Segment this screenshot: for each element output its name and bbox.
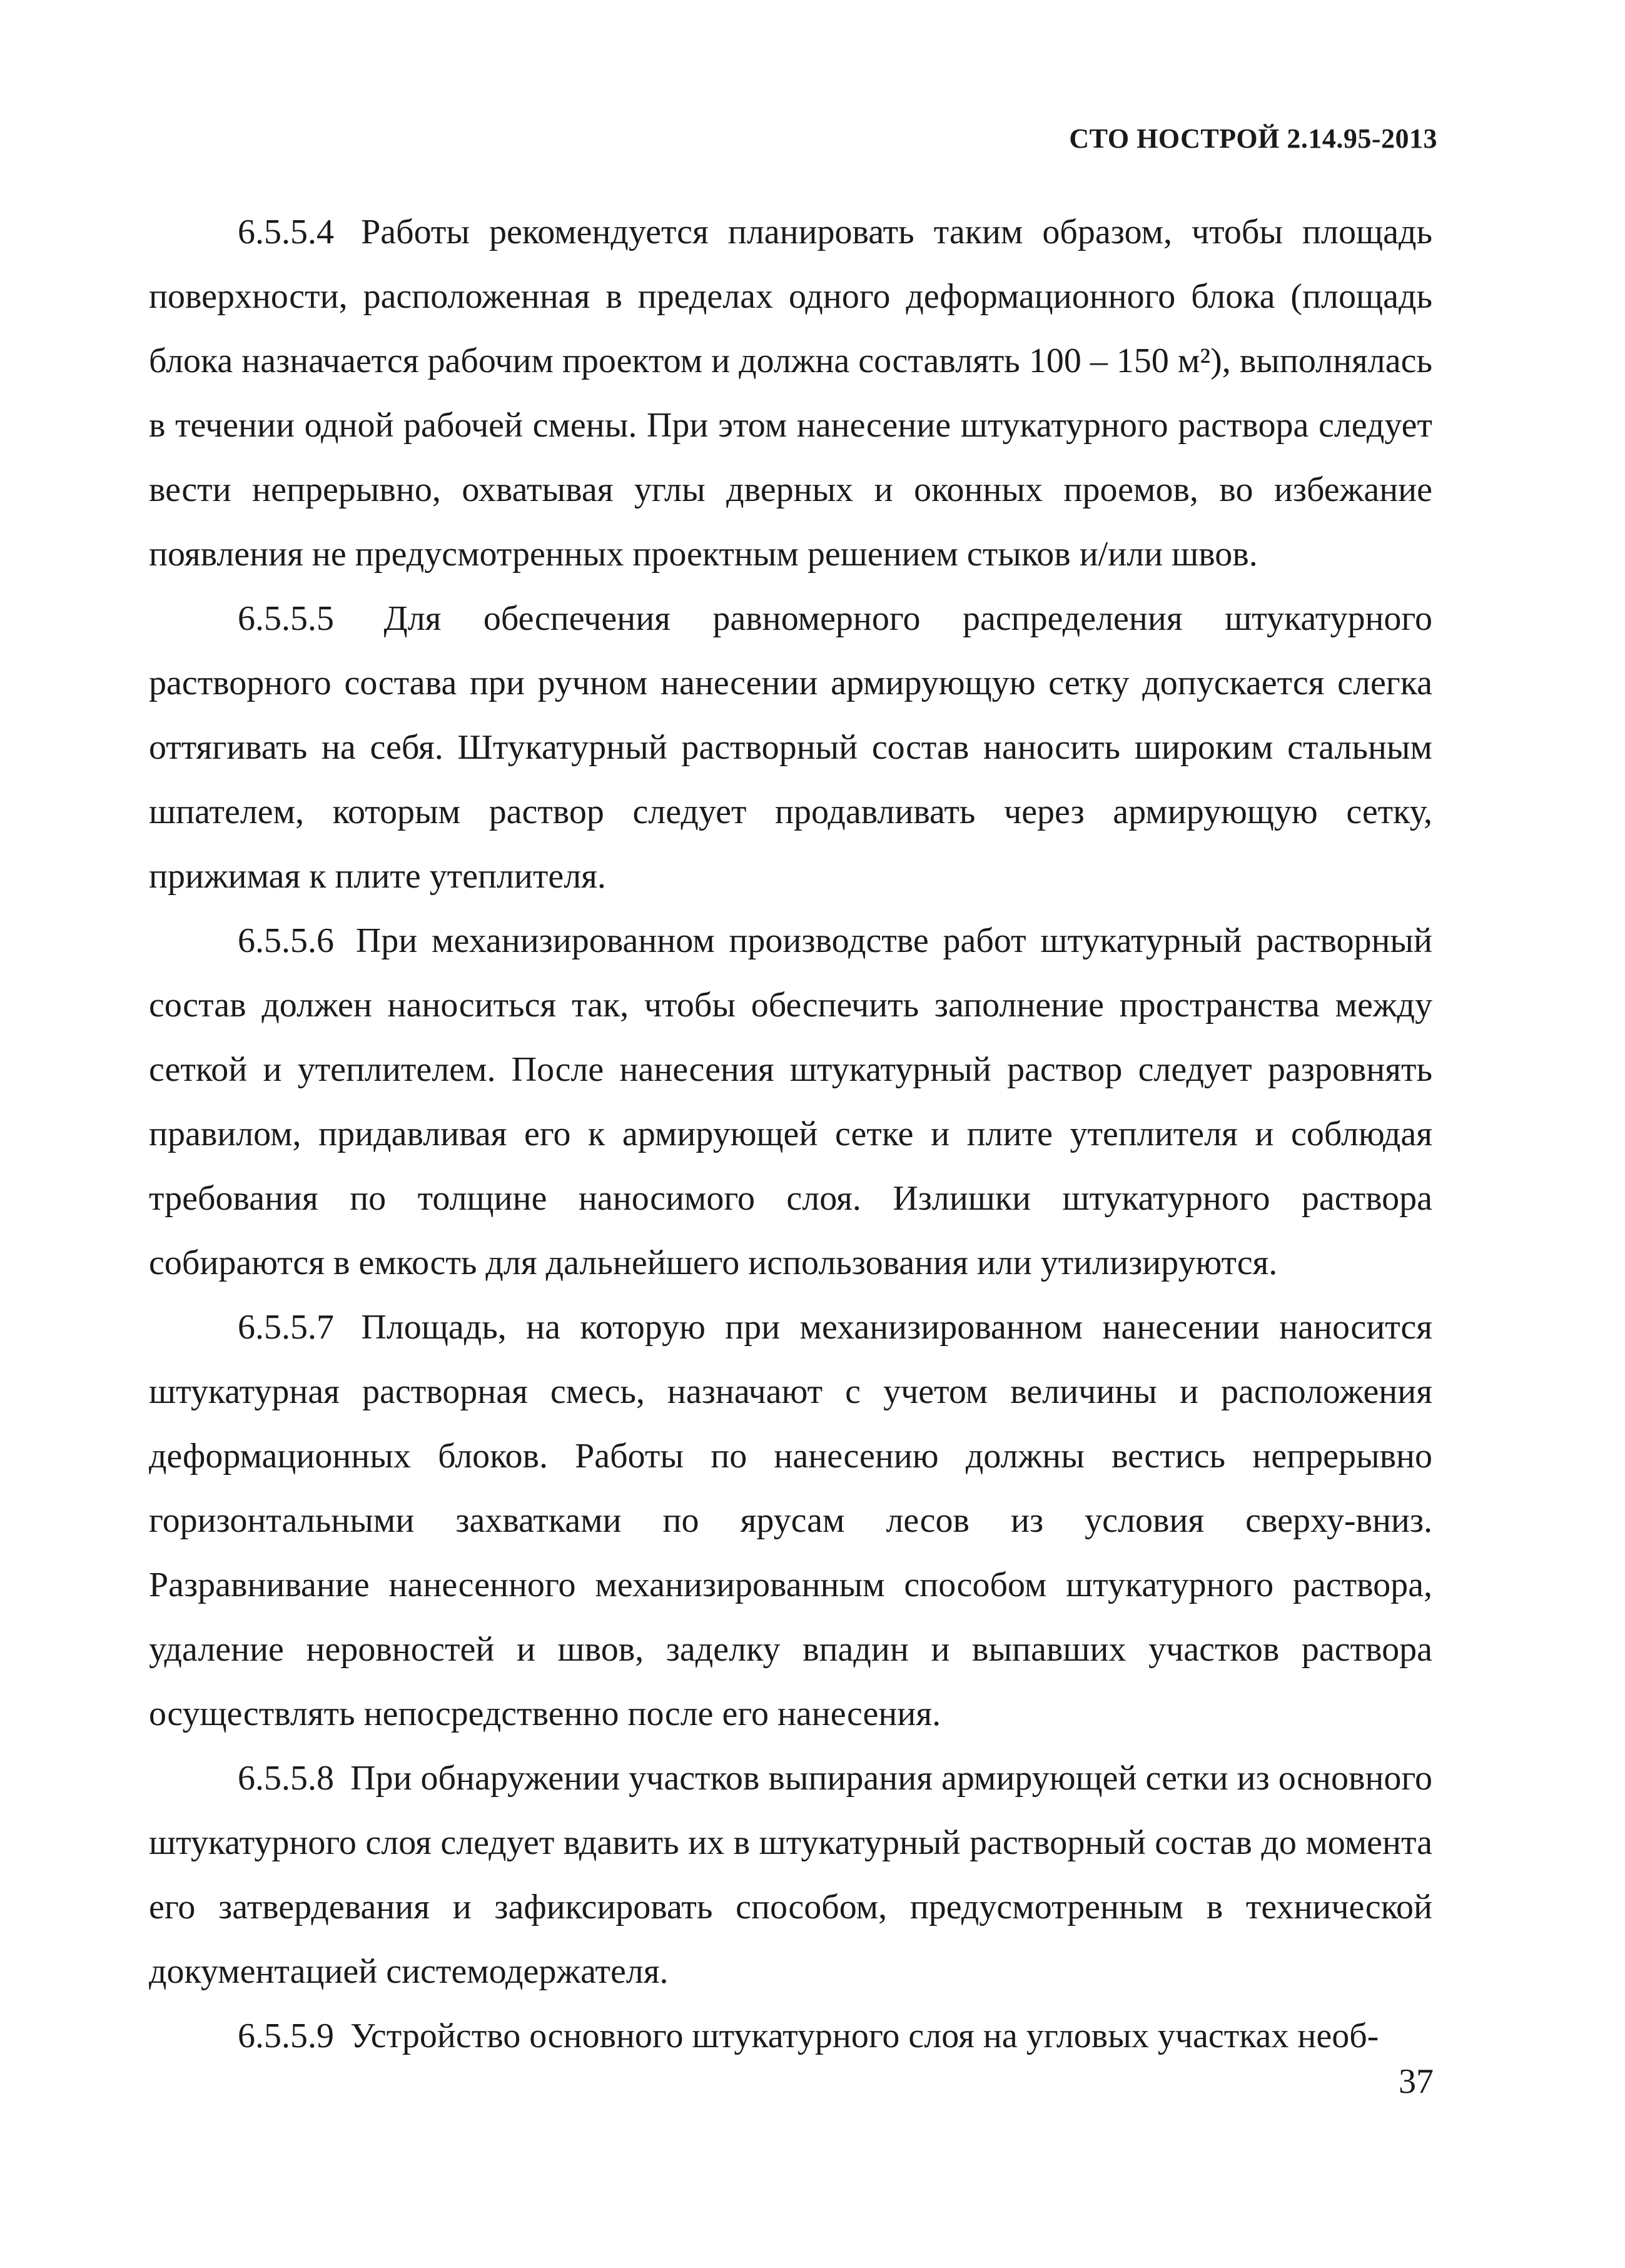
paragraph-6-5-5-5 — [149, 587, 1432, 909]
paragraph-text: При механизированном производстве работ штукатурный растворный состав должен наноситься так, чтобы обеспечить заполнение пространства между сеткой и утеплителем. После нанесения штукатурный раствор следует разровнять правилом, придавливая его к армирующей сетке и плите утеплителя и соблюдая требования по толщине наносимого слоя. Излишки штукатурного раствора собираются в емкость для дальнейшего использования или утилизируются. — [149, 921, 1433, 1282]
paragraph-text: Работы рекомендуется планировать таким образом, чтобы площадь поверхности, расположенная в пределах одного деформационного блока (площадь блока назначается рабочим проектом и должна составлять 100 – 150 м²), выполнялась в течении одной рабочей смены. При этом нанесение штукатурного раствора следует вести непрерывно, охватывая углы дверных и оконных проемов, во избежание появления не предусмотренных проектным решением стыков и/или швов. — [149, 213, 1433, 574]
paragraph-number: 6.5.5.8 — [238, 1759, 334, 1798]
document-code-header: СТО НОСТРОЙ 2.14.95-2013 — [1069, 123, 1437, 154]
paragraph-number: 6.5.5.9 — [238, 2017, 334, 2055]
paragraph-6-5-5-9 — [149, 2004, 1432, 2068]
paragraph-number: 6.5.5.4 — [238, 213, 334, 251]
paragraph-6-5-5-4 — [149, 200, 1432, 587]
paragraph-text: При обнаружении участков выпирания армирующей сетки из основного штукатурного слоя следует вдавить их в штукатурный растворный состав до момента его затвердевания и зафиксировать способом, предусмотренным в технической документацией системодержателя. — [149, 1759, 1433, 1991]
paragraph-text: Для обеспечения равномерного распределения штукатурного растворного состава при ручном нанесении армирующую сетку допускается слегка оттягивать на себя. Штукатурный растворный состав наносить широким стальным шпателем, которым раствор следует продавливать через армирующую сетку, прижимая к плите утеплителя. — [149, 599, 1433, 896]
paragraph-6-5-5-7 — [149, 1295, 1432, 1746]
paragraph-6-5-5-6 — [149, 909, 1432, 1295]
page-number: 37 — [1399, 2062, 1434, 2101]
paragraph-6-5-5-8 — [149, 1746, 1432, 2004]
paragraph-number: 6.5.5.7 — [238, 1308, 334, 1347]
paragraph-number: 6.5.5.6 — [238, 921, 334, 960]
paragraph-number: 6.5.5.5 — [238, 599, 334, 638]
body-text — [149, 200, 1432, 2068]
paragraph-text: Устройство основного штукатурного слоя на угловых участках необ- — [350, 2017, 1379, 2055]
paragraph-text: Площадь, на которую при механизированном нанесении наносится штукатурная растворная смесь, назначают с учетом величины и расположения деформационных блоков. Работы по нанесению должны вестись непрерывно горизонтальными захватками по ярусам лесов из условия сверху-вниз. Разравнивание нанесенного механизированным способом штукатурного раствора, удаление неровностей и швов, заделку впадин и выпавших участков раствора осуществлять непосредственно после его нанесения. — [149, 1308, 1432, 1733]
